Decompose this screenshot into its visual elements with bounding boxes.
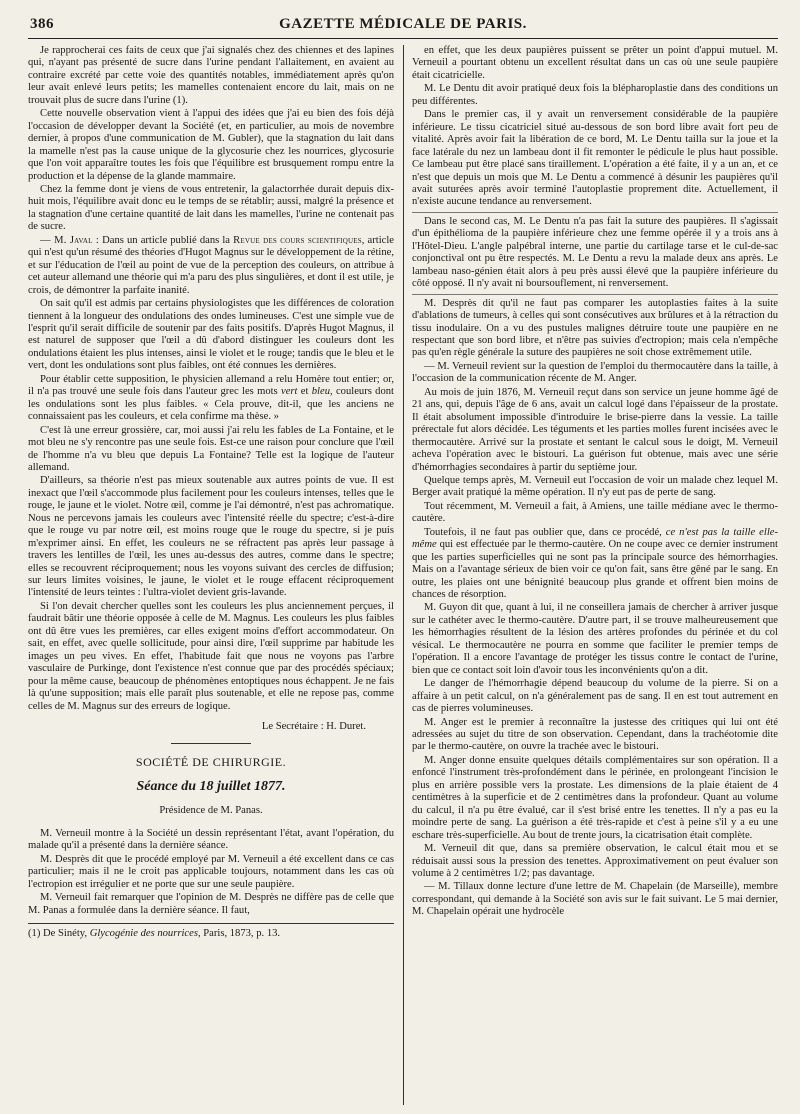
right-column xyxy=(412,45,778,1105)
running-header xyxy=(28,12,778,39)
column-rule xyxy=(403,45,404,1105)
paragraph-separator xyxy=(412,294,778,295)
paragraph: Si l'on devait chercher quelles sont les couleurs les plus anciennement perçues, il faudrait bâtir une théorie opposée à celle de M. Magnus. Les couleurs les plus faibles ont dû être vues les premières, car elles exigent moins d'effort accommodateur. On sait, en effet, avec quelle sollicitude, pour ainsi dire, l'œil supprime par habitude les images un peu vives. En effet, l'habitude fait que nous ne voyons pas l'arbre vasculaire de Purkinge, dont l'existence n'est connue que par des procédés spéciaux; pour la même cause, beaucoup de phénomènes entoptiques nous échappent. Je ne fais là qu'une supposition; mais elle paraît plus soutenable, et elle ne repose pas, comme celles de M. Magnus sur des erreurs de logique. xyxy=(28,600,394,712)
emphasis: ce n'est pas la taille elle-même xyxy=(412,526,778,551)
paragraph: Dans le premier cas, il y avait un renversement considérable de la paupière inférieure. Le tissu cicatriciel situé au-dessous de son bord libre avait fort peu de vitalité. Après avoir fait la libération de ce bord, M. Le Dentu tailla sur la joue et la face latérale du nez un lambeau dont il fit remonter le pédicule le plus haut possible. Ce lambeau put être placé sans tiraillement. L'opération a été faite, il y a un an, et ce n'est que depuis un mois que M. Le Dentu a commencé à désunir les paupières qu'il avait suturées après avoir terminé l'autoplastie proprement dite. Actuellement, il n'existe aucune tendance au renversement. xyxy=(412,109,778,208)
journal-title: GAZETTE MÉDICALE DE PARIS. xyxy=(279,16,527,32)
secretary-signature: Le Secrétaire : H. Duret. xyxy=(261,721,366,733)
text-run: et xyxy=(297,386,312,398)
paragraph: Quelque temps après, M. Verneuil eut l'occasion de voir un malade chez lequel M. Berger avait pratiqué la même opération. Il n'y eut pas de perte de sang. xyxy=(412,474,778,499)
paragraph: M. Anger est le premier à reconnaître la justesse des critiques qui lui ont été adressées au sujet du titre de son observation. Cependant, dans la trachéotomie dite par le thermo-cautère, on ouvre la trachée avec le bistouri. xyxy=(412,716,778,753)
paragraph: D'ailleurs, sa théorie n'est pas mieux soutenable aux autres points de vue. Il est inexact que l'œil s'accommode plus facilement pour les couleurs intenses, telles que le rouge, le jaune et le violet. Notre œil, comme je l'ai démontré, n'est pas achromatique. Nous ne percevons jamais les couleurs avec l'intensité réelle du spectre; c'est-à-dire que le rouge vu par notre œil, est moins rouge que le rouge du spectre, si je puis m'exprimer ainsi. En effet, les couleurs ne se réfractent pas après leur passage à travers les lentilles de l'œil, les unes au-dessus des autres, comme dans le spectre; elles se recouvrent réciproquement; nous les voyons suivant des cercles de diffusion; sur leurs limites voisines, le jaune, le violet et le rouge effacent réciproquement l'intensité de leurs teintes : l'ultra-violet devient gris-lavande. xyxy=(28,475,394,599)
paragraph: Le danger de l'hémorrhagie dépend beaucoup du volume de la pierre. Si on a affaire à un petit calcul, on n'a généralement pas de sang. Il en est tout autrement en cas de pierres volumineuses. xyxy=(412,678,778,715)
paragraph-separator xyxy=(412,212,778,213)
section-divider xyxy=(171,743,251,744)
paragraph: Chez la femme dont je viens de vous entretenir, la galactorrhée durait depuis dix-huit mois, l'équilibre avait donc eu le temps de se rétablir; aussi, malgré la présence et la stagnation d'une certaine quantité de lait dans les mamelles, l'urine ne contenait pas de sucre. xyxy=(28,183,394,233)
presidence-line: Présidence de M. Panas. xyxy=(159,805,263,817)
text-run: Toutefois, il ne faut pas oublier que, dans ce procédé, xyxy=(424,526,666,538)
paragraph: en effet, que les deux paupières puissent se prêter un point d'appui mutuel. M. Verneuil a pourtant obtenu un excellent résultat dans un cas où une seule paupière était cicatricielle. xyxy=(412,45,778,81)
paragraph: Je rapprocherai ces faits de ceux que j'ai signalés chez des chiennes et des lapines qui, n'ayant pas présenté de sucre dans l'urine pendant l'allaitement, en avaient au contraire excrété par cette voie des quantités notables, immédiatement après qu'on leur avait enlevé leurs petits; les mamelles contenaient encore du lait, mais on ne trouvait plus de sucre dans l'urine (1). xyxy=(28,45,394,106)
paragraph: — M. Verneuil revient sur la question de l'emploi du thermocautère dans la taille, à l'occasion de la communication récente de M. Anger. xyxy=(412,360,778,385)
page-number: 386 xyxy=(30,16,54,32)
text-run: Pour établir cette supposition, le physicien allemand a relu Homère tout entier; or, il n'a pas trouvé une seule fois dans l'auteur grec les mots xyxy=(28,373,394,398)
paragraph xyxy=(412,527,778,602)
paragraph: Dans le second cas, M. Le Dentu n'a pas fait la suture des paupières. Il s'agissait d'un épithélioma de la paupière inférieure chez une femme opérée il y a trois ans à l'Hôtel-Dieu. L'angle palpébral interne, une partie du cartilage tarse et le cul-de-sac conjonctival ont pu être respectés. M. Le Dentu a revu la malade deux ans après. Le lambeau naso-génien était alors à peu près aussi élevé que la paupière inférieure du côté opposé. Il n'y avait ni boursouflement, ni renversement. xyxy=(412,215,778,290)
paragraph: Au mois de juin 1876, M. Verneuil reçut dans son service un jeune homme âgé de 21 ans, qui, depuis l'âge de 6 ans, avait un calcul logé dans l'épaisseur de la prostate. Il était absolument impossible d'introduire le brise-pierre dans la vessie. La taille prérectale fut alors décidée. Les téguments et les parties molles furent incisées avec le thermocautère. Arrivé sur la prostate et sentant le calcul sous le doigt, M. Verneuil acheva l'opération avec le bistouri. La guérison fut obtenue, mais avec une série d'hémorrhagies secondaires à partir du septième jour. xyxy=(412,386,778,473)
paragraph: M. Guyon dit que, quant à lui, il ne conseillera jamais de chercher à arriver jusque sur le cathéter avec le thermo-cautère. D'autre part, il se trouve malheureusement que les hémorrhagies résultent de la lésion des artères profondes du périnée et du col vésical. Le thermocautère ne pourra en somme que faciliter le premier temps de l'opération. Il a encore l'avantage de protéger les tissus contre le contact de l'urine, bien que ce contact soit loin d'avoir tous les inconvénients qu'on a dit. xyxy=(412,602,778,676)
paragraph: M. Anger donne ensuite quelques détails complémentaires sur son opération. Il a enfoncé l'instrument très-profondément dans le périnée, en prolongeant l'incision le plus en arrière possible vers la prostate. Les dimensions de la plaie étaient de 4 centimètres à la superficie et de 2 centimètres dans la profondeur. Quant au volume du calcul, il n'a pu être évalué, car il s'est brisé entre les tenettes. Il n'y a pas eu la moindre perte de sang. La guérison a été très-rapide et c'est à peine s'il y a eu une eschare très-superficielle. Au bout de trente jours, la cicatrisation était complète. xyxy=(412,754,778,841)
text-run: , couleurs dont les ondulations sont les plus faibles. « Cela prouve, dit-il, que les anciens ne connaissaient pas les couleurs, et cela confirme ma thèse. » xyxy=(28,386,394,423)
paragraph: M. Verneuil dit que, dans sa première observation, le calcul était mou et se réduisait aussi sous la pression des tenettes. Approximativement on peut évaluer son volume à 2 centimètres 1/2; pas davantage. xyxy=(412,843,778,879)
footnote xyxy=(28,928,394,940)
text-run: (1) De Sinéty, xyxy=(28,928,90,939)
paragraph xyxy=(28,374,394,424)
journal-reference: Revue des cours scientifiques xyxy=(233,234,362,246)
paragraph: On sait qu'il est admis par certains physiologistes que les différences de coloration tiennent à la longueur des ondulations des ondes lumineuses. C'est une simple vue de l'esprit qu'il serait difficile de soutenir par des faits positifs. D'après Hugot Magnus, il est naturel de supposer que l'œil a dû d'abord distinguer les couleurs dont les ondulations étaient les plus intenses, ainsi le violet et le rouge; tandis que le bleu et le vert, dont les ondulations sont plus faibles, ont été connues les dernières. xyxy=(28,298,394,372)
text-run: , article qui n'est qu'un résumé des théories d'Hugot Magnus sur le développement de la rétine, et sur l'éducation de l'œil au point de vue de la perception des couleurs, on attribue à cet auteur allemand une théorie qui m'a paru des plus singulières, et dont il est utile, je crois, de démontrer la parfaite inanité. xyxy=(28,234,394,296)
left-column xyxy=(28,45,394,1105)
paragraph: Cette nouvelle observation vient à l'appui des idées que j'ai eu bien des fois déjà l'occasion de développer devant la Société (et, en particulier, au mois de novembre dernier, à propos d'une communication de M. Gubler), que la stagnation du lait dans la mamelle n'est pas la cause unique de la glycosurie chez les nourrices, glycosurie que l'on voit apparaître toutes les fois que l'équilibre est brusquement rompu entre la production et la dépense de la glande mammaire. xyxy=(28,108,394,182)
paragraph: M. Desprès dit qu'il ne faut pas comparer les autoplasties faites à la suite d'ablations de tumeurs, à celles qui sont consécutives aux brûlures et à la rétraction du tissu inodulaire. On a vu des pustules malignes détruire toute une paupière en ne respectant que son bord libre, et n'être pas suivies d'ectropion; mais cela n'empêche pas qu'en règle générale la suture des paupières ne soit chose extrêmement utile. xyxy=(412,297,778,359)
footnote-divider xyxy=(28,923,394,924)
paragraph: — M. Tillaux donne lecture d'une lettre de M. Chapelain (de Marseille), membre correspondant, qui demande à la Société son avis sur le fait suivant. Le 5 mai dernier, M. Chapelain opérait une hydrocèle xyxy=(412,881,778,918)
text-run: , Paris, 1873, p. 13. xyxy=(197,928,281,939)
paragraph: M. Verneuil montre à la Société un dessin représentant l'état, avant l'opération, du malade qu'il a présenté dans la dernière séance. xyxy=(28,827,394,852)
paragraph: C'est là une erreur grossière, car, moi aussi j'ai relu les fables de La Fontaine, et le mot bleu ne s'y rencontre pas une seule fois. Est-ce une raison pour conclure que l'œil de l'homme n'a vu bleu que depuis La Fontaine? Telle est la logique de l'auteur allemand. xyxy=(28,424,394,473)
speaker-name: — M. Javal : xyxy=(40,234,100,246)
paragraph xyxy=(28,235,394,297)
emphasis: bleu xyxy=(311,386,330,398)
session-title: Séance du 18 juillet 1877. xyxy=(136,778,286,794)
paragraph: M. Le Dentu dit avoir pratiqué deux fois la blépharoplastie dans des conditions un peu différentes. xyxy=(412,83,778,107)
section-title: SOCIÉTÉ DE CHIRURGIE. xyxy=(135,755,287,770)
emphasis: vert xyxy=(281,386,298,398)
text-run: Dans un article publié dans la xyxy=(99,234,234,246)
footnote-book-title: Glycogénie des nourrices xyxy=(89,928,198,939)
paragraph: Tout récemment, M. Verneuil a fait, à Amiens, une taille médiane avec le thermo-cautère. xyxy=(412,500,778,525)
paragraph: M. Verneuil fait remarquer que l'opinion de M. Desprès ne diffère pas de celle que M. Panas a formulée dans la dernière séance. Il faut, xyxy=(28,892,394,916)
two-column-body xyxy=(28,45,778,1105)
text-run: qui est effectuée par le thermo-cautère. On ne coupe avec ce dernier instrument que les parties superficielles qui ne sont pas la principale source des hémorrhagies. Mais on a l'avantage sérieux de bien voir ce qu'on fait, sans être gêné par le sang. En outre, les plaies ont une bénignité beaucoup plus grande et offrent bien moins de chances de résorption. xyxy=(412,539,778,601)
paragraph: M. Desprès dit que le procédé employé par M. Verneuil a été excellent dans ce cas particulier; mais il ne le croit pas applicable toujours, notamment dans les cas où l'ectropion est irrégulier et ne porte que sur une seule paupière. xyxy=(28,853,394,890)
